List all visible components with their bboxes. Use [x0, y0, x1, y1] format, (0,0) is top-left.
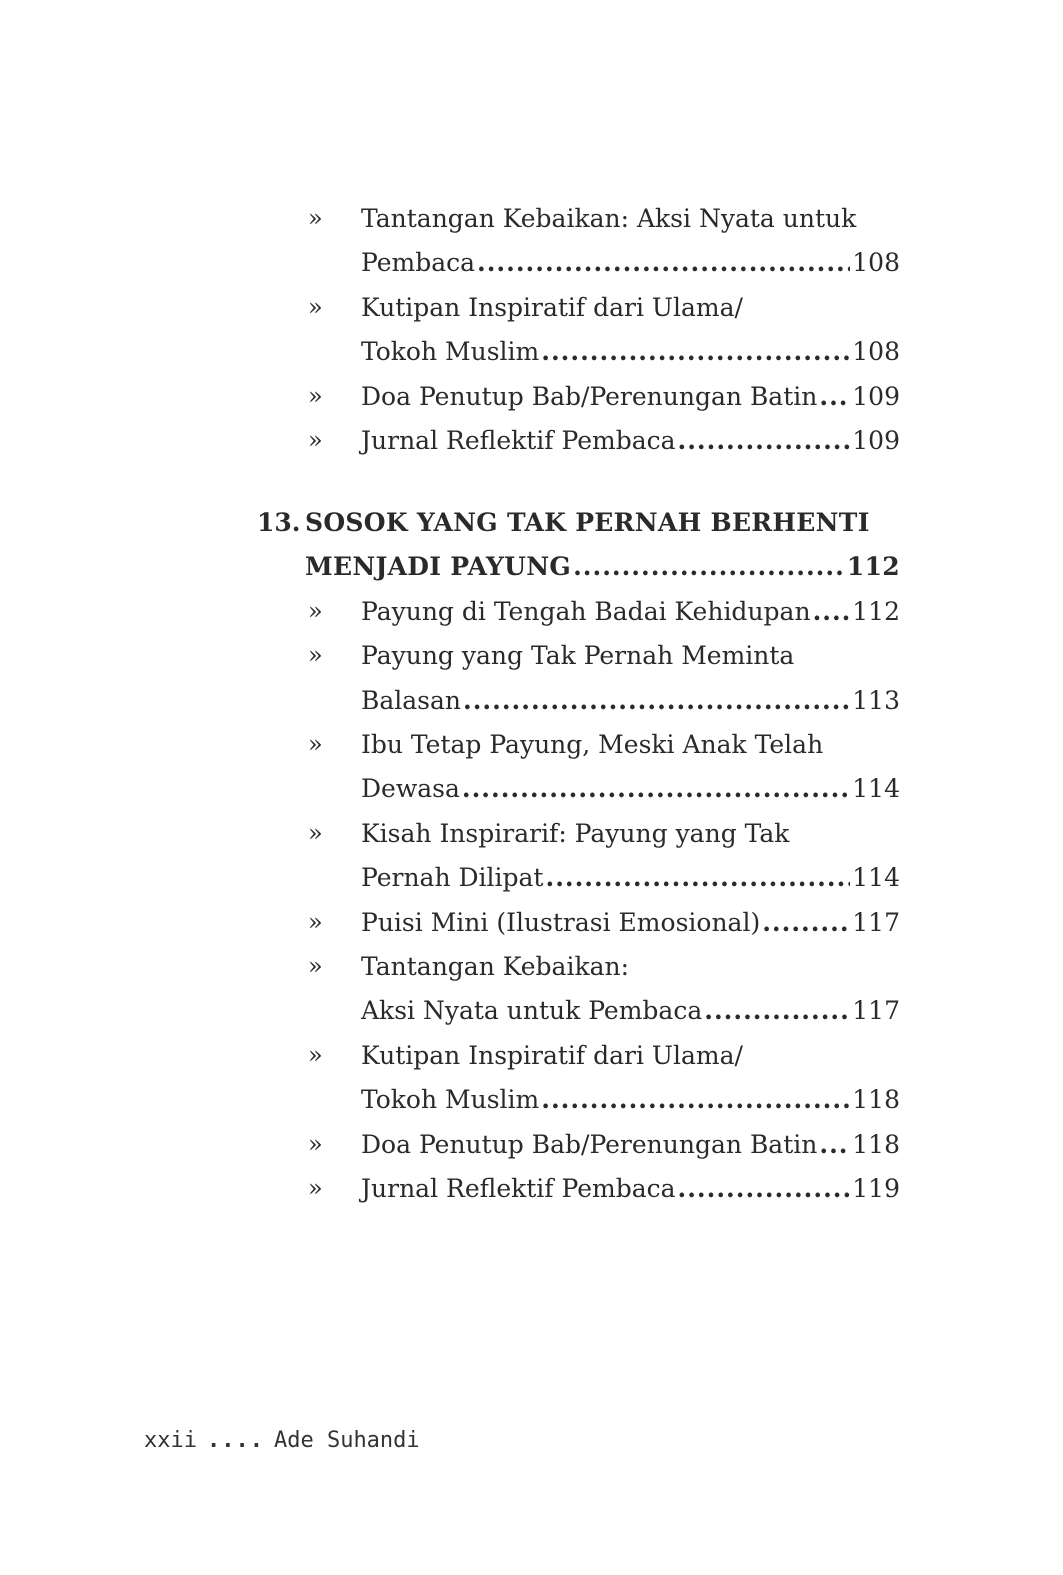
entry-text — [361, 1130, 900, 1159]
entry-title: Balasan — [361, 685, 462, 715]
dot-leader — [762, 908, 850, 937]
chapter-number: 13. — [257, 508, 301, 537]
dot-leader — [678, 426, 851, 455]
toc-entry-continuation — [0, 333, 1063, 377]
entry-title: Doa Penutup Bab/Perenungan Batin — [361, 381, 818, 411]
dot-leader — [541, 337, 850, 366]
entry-title: Pernah Dilipat — [361, 863, 544, 893]
entry-title: Aksi Nyata untuk Pembaca — [361, 996, 703, 1026]
entry-title: Jurnal Reflektif Pembaca — [361, 1174, 676, 1203]
entry-page-number: 112 — [852, 596, 900, 626]
entry-page-number: 109 — [852, 381, 900, 411]
entry-title: Jurnal Reflektif Pembaca — [361, 426, 676, 455]
entry-title: Tokoh Muslim — [361, 337, 540, 367]
dot-leader — [462, 774, 850, 803]
entry-page-number: 117 — [852, 907, 900, 937]
entry-text — [361, 248, 900, 277]
chapter-heading-continuation — [0, 548, 1063, 592]
entry-page-number: 117 — [852, 996, 900, 1026]
entry-page-number: 114 — [852, 863, 900, 893]
entry-text — [361, 819, 900, 848]
entry-title: Doa Penutup Bab/Perenungan Batin — [361, 1129, 818, 1159]
entry-page-number: 109 — [852, 426, 900, 455]
entry-text — [361, 686, 900, 715]
entry-page-number: 108 — [852, 337, 900, 367]
entry-text — [361, 1085, 900, 1114]
toc-entry — [0, 1170, 1063, 1214]
entry-text — [361, 863, 900, 892]
entry-text — [361, 382, 900, 411]
entry-page-number: 108 — [852, 248, 900, 278]
entry-title: Kutipan Inspiratif dari Ulama/ — [361, 1040, 743, 1070]
entry-text — [361, 908, 900, 937]
entry-page-number: 113 — [852, 685, 900, 715]
entry-text — [361, 204, 900, 233]
bullet-marker: » — [308, 818, 323, 847]
toc-entry-continuation — [0, 992, 1063, 1036]
toc-entry — [0, 378, 1063, 422]
entry-page-number: 118 — [852, 1085, 900, 1115]
entry-title: Puisi Mini (Ilustrasi Emosional) — [361, 907, 761, 937]
bullet-marker: » — [308, 641, 323, 670]
dot-leader — [463, 686, 850, 715]
entry-title: Payung yang Tak Pernah Meminta — [361, 641, 795, 671]
entry-text — [361, 996, 900, 1025]
entry-text — [361, 1174, 900, 1203]
entry-text — [361, 1041, 900, 1070]
entry-text — [305, 508, 900, 537]
entry-title: Tantangan Kebaikan: Aksi Nyata untuk — [361, 204, 857, 233]
toc-entry — [0, 1037, 1063, 1081]
dot-leader — [545, 863, 850, 892]
entry-text — [361, 337, 900, 366]
dot-leader — [678, 1174, 851, 1203]
bullet-marker: » — [308, 1040, 323, 1069]
entry-title: Tokoh Muslim — [361, 1085, 540, 1115]
chapter-title: SOSOK YANG TAK PERNAH BERHENTI — [305, 508, 870, 537]
entry-text — [361, 597, 900, 626]
dot-leader — [477, 248, 850, 277]
toc-entry — [0, 904, 1063, 948]
entry-title: Payung di Tengah Badai Kehidupan — [361, 596, 811, 626]
entry-text — [361, 952, 900, 981]
bullet-marker: » — [308, 730, 323, 758]
bullet-marker: » — [308, 1174, 323, 1202]
toc-entry-continuation — [0, 244, 1063, 288]
toc-entry — [0, 815, 1063, 859]
bullet-marker: » — [308, 596, 323, 625]
toc-entry — [0, 593, 1063, 637]
author-name: Ade Suhandi — [273, 1428, 420, 1453]
toc-entry — [0, 422, 1063, 466]
entry-title: Kutipan Inspiratif dari Ulama/ — [361, 292, 743, 322]
entry-title: Ibu Tetap Payung, Meski Anak Telah — [361, 730, 824, 759]
toc-entry — [0, 289, 1063, 333]
page-number: xxii — [144, 1428, 197, 1453]
dot-leader — [704, 996, 850, 1025]
entry-page-number: 119 — [852, 1174, 900, 1203]
chapter-heading — [0, 504, 1063, 548]
toc-entry — [0, 1126, 1063, 1170]
toc-entry — [0, 726, 1063, 770]
entry-text — [361, 774, 900, 803]
toc-entry — [0, 200, 1063, 244]
entry-text — [361, 730, 900, 759]
entry-text — [361, 641, 900, 670]
toc-entry-continuation — [0, 770, 1063, 814]
dot-leader — [541, 1085, 850, 1114]
entry-title: Pembaca — [361, 248, 476, 278]
bullet-marker: » — [308, 1129, 323, 1158]
entry-text — [361, 426, 900, 455]
entry-page-number: 118 — [852, 1129, 900, 1159]
toc-entry — [0, 948, 1063, 992]
entry-title: Kisah Inspirarif: Payung yang Tak — [361, 818, 790, 848]
dot-leader — [819, 1130, 850, 1159]
bullet-marker: » — [308, 292, 323, 321]
chapter-title: MENJADI PAYUNG — [305, 552, 572, 582]
bullet-marker: » — [308, 952, 323, 980]
entry-page-number: 114 — [852, 774, 900, 804]
bullet-marker: » — [308, 381, 323, 410]
page-footer — [144, 1428, 420, 1453]
toc-entry-continuation — [0, 859, 1063, 903]
entry-title: Dewasa — [361, 774, 460, 804]
entry-page-number: 112 — [846, 552, 900, 582]
entry-title: Tantangan Kebaikan: — [361, 952, 630, 981]
toc-entry-continuation — [0, 682, 1063, 726]
entry-text — [361, 293, 900, 322]
dot-leader — [813, 597, 851, 626]
footer-separator: .... — [206, 1428, 264, 1453]
bullet-marker: » — [308, 426, 323, 454]
toc-entry-continuation — [0, 1081, 1063, 1125]
bullet-marker: » — [308, 204, 323, 232]
dot-leader — [819, 382, 850, 411]
dot-leader — [573, 552, 845, 581]
bullet-marker: » — [308, 907, 323, 936]
entry-text — [305, 552, 900, 581]
toc-entry — [0, 637, 1063, 681]
